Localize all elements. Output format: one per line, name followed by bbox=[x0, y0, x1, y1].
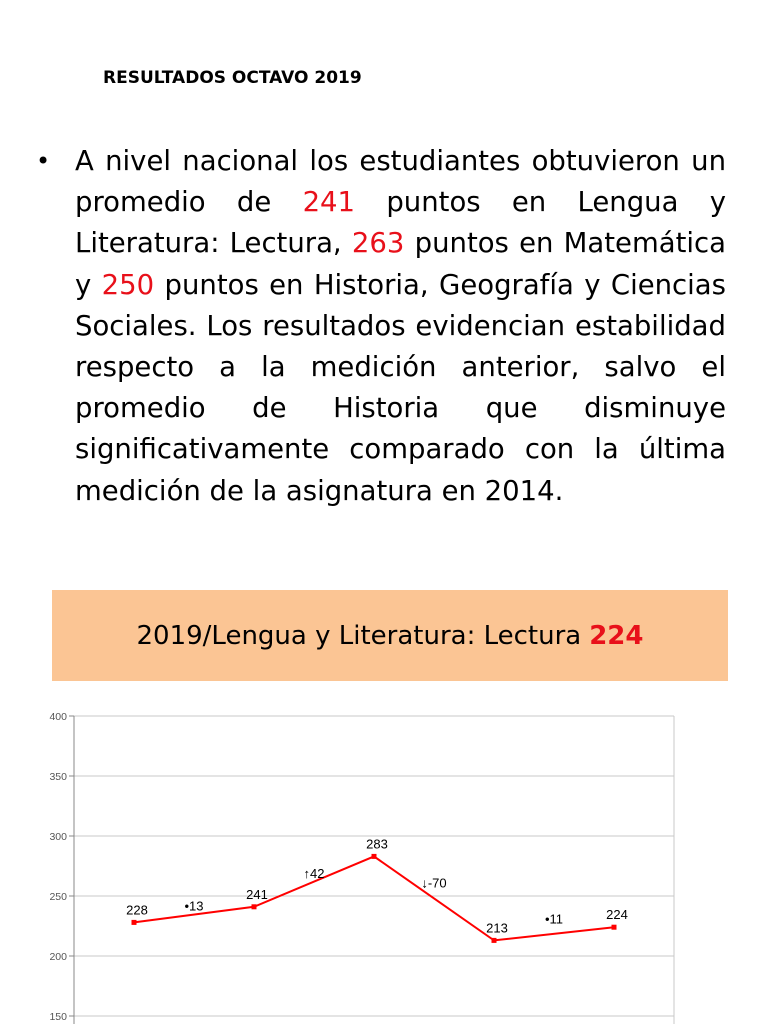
text-part-1: A nivel nacional los estudiantes obtuvieron un promedio de bbox=[75, 145, 726, 219]
y-tick-label: 300 bbox=[49, 831, 67, 843]
data-label: 228 bbox=[126, 902, 148, 918]
bullet-glyph: • bbox=[36, 147, 51, 175]
y-tick-label: 250 bbox=[49, 891, 67, 903]
y-tick-label: 150 bbox=[49, 1011, 67, 1023]
banner-title: 2019/Lengua y Literatura: Lectura bbox=[136, 620, 582, 651]
text-part-4: puntos en Historia, Geografía y Ciencias Sociales. Los resultados evidencian estabilidad respecto a la medición anterior, salvo el promedio de Historia que disminuye significativamente comparado con la última medición de la asignatura en 2014. bbox=[75, 268, 726, 507]
change-annotation: ↑42 bbox=[303, 866, 325, 881]
data-label: 283 bbox=[366, 836, 388, 852]
data-label: 224 bbox=[606, 907, 628, 923]
y-tick-label: 400 bbox=[49, 711, 67, 723]
score-historia: 250 bbox=[101, 268, 155, 301]
chart-labels bbox=[126, 836, 628, 935]
data-point bbox=[492, 938, 497, 943]
y-tick-label: 200 bbox=[49, 951, 67, 963]
data-point bbox=[372, 854, 377, 859]
y-axis-ticks bbox=[49, 711, 74, 1023]
y-tick-label: 350 bbox=[49, 771, 67, 783]
series-line bbox=[134, 856, 614, 940]
chart-series bbox=[132, 854, 617, 943]
change-annotation: •13 bbox=[184, 898, 204, 914]
text-part-3: puntos en Matemática y bbox=[75, 227, 726, 301]
data-label: 241 bbox=[246, 886, 268, 902]
result-banner bbox=[52, 590, 728, 681]
change-annotation: ↓-70 bbox=[421, 875, 447, 891]
data-point bbox=[252, 904, 257, 909]
data-point bbox=[612, 925, 617, 930]
chart-grid bbox=[74, 716, 674, 1024]
text-part-2: puntos en Lengua y Literatura: Lectura, bbox=[75, 186, 726, 260]
bullet-paragraph bbox=[36, 141, 726, 512]
line-chart bbox=[0, 700, 768, 1024]
page-heading: RESULTADOS OCTAVO 2019 bbox=[103, 68, 362, 88]
data-label: 213 bbox=[486, 920, 508, 936]
bullet-text bbox=[75, 141, 726, 512]
banner-value: 224 bbox=[589, 620, 644, 651]
score-lengua: 241 bbox=[302, 186, 356, 219]
change-annotation: •11 bbox=[544, 911, 564, 927]
data-point bbox=[132, 920, 137, 925]
score-matematica: 263 bbox=[351, 227, 405, 260]
